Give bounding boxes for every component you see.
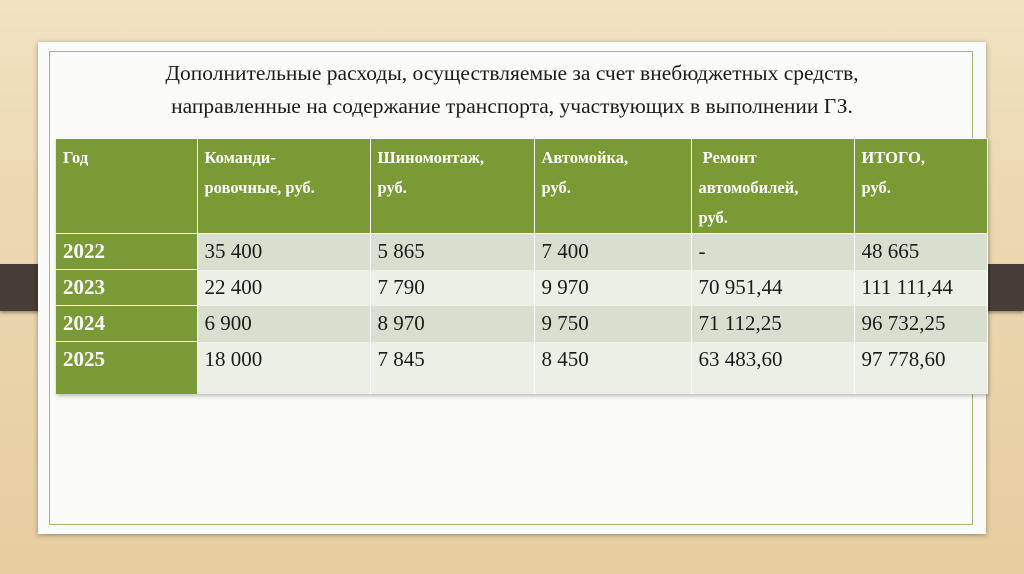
column-header-car-repair: Ремонт автомобилей, руб. (691, 139, 854, 234)
car-wash-cell: 9 750 (534, 306, 691, 342)
tire-service-cell: 8 970 (370, 306, 534, 342)
year-cell: 2022 (56, 234, 197, 270)
slide-title-line-2: направленные на содержание транспорта, участвующих в выполнении ГЗ. (171, 94, 853, 118)
expenses-table (56, 138, 988, 394)
column-header-year: Год (56, 139, 197, 234)
table-row (56, 306, 987, 342)
travel-cell: 18 000 (197, 342, 370, 395)
column-header-total: ИТОГО, руб. (854, 139, 987, 234)
car-repair-cell: 71 112,25 (691, 306, 854, 342)
table-row (56, 342, 987, 395)
tire-service-cell: 7 845 (370, 342, 534, 395)
total-cell: 48 665 (854, 234, 987, 270)
table-row (56, 270, 987, 306)
year-cell: 2024 (56, 306, 197, 342)
travel-cell: 22 400 (197, 270, 370, 306)
car-wash-cell: 9 970 (534, 270, 691, 306)
column-header-car-wash: Автомойка, руб. (534, 139, 691, 234)
total-cell: 111 111,44 (854, 270, 987, 306)
car-repair-cell: - (691, 234, 854, 270)
slide-title (82, 57, 942, 123)
table-row (56, 234, 987, 270)
total-cell: 96 732,25 (854, 306, 987, 342)
tire-service-cell: 5 865 (370, 234, 534, 270)
car-repair-cell: 63 483,60 (691, 342, 854, 395)
total-cell: 97 778,60 (854, 342, 987, 395)
table-header-row (56, 139, 987, 234)
slide-title-line-1: Дополнительные расходы, осуществляемые за счет внебюджетных средств, (165, 61, 859, 85)
car-wash-cell: 7 400 (534, 234, 691, 270)
car-repair-cell: 70 951,44 (691, 270, 854, 306)
column-header-tire-service: Шиномонтаж, руб. (370, 139, 534, 234)
car-wash-cell: 8 450 (534, 342, 691, 395)
travel-cell: 6 900 (197, 306, 370, 342)
year-cell: 2025 (56, 342, 197, 395)
tire-service-cell: 7 790 (370, 270, 534, 306)
travel-cell: 35 400 (197, 234, 370, 270)
column-header-travel: Команди- ровочные, руб. (197, 139, 370, 234)
year-cell: 2023 (56, 270, 197, 306)
